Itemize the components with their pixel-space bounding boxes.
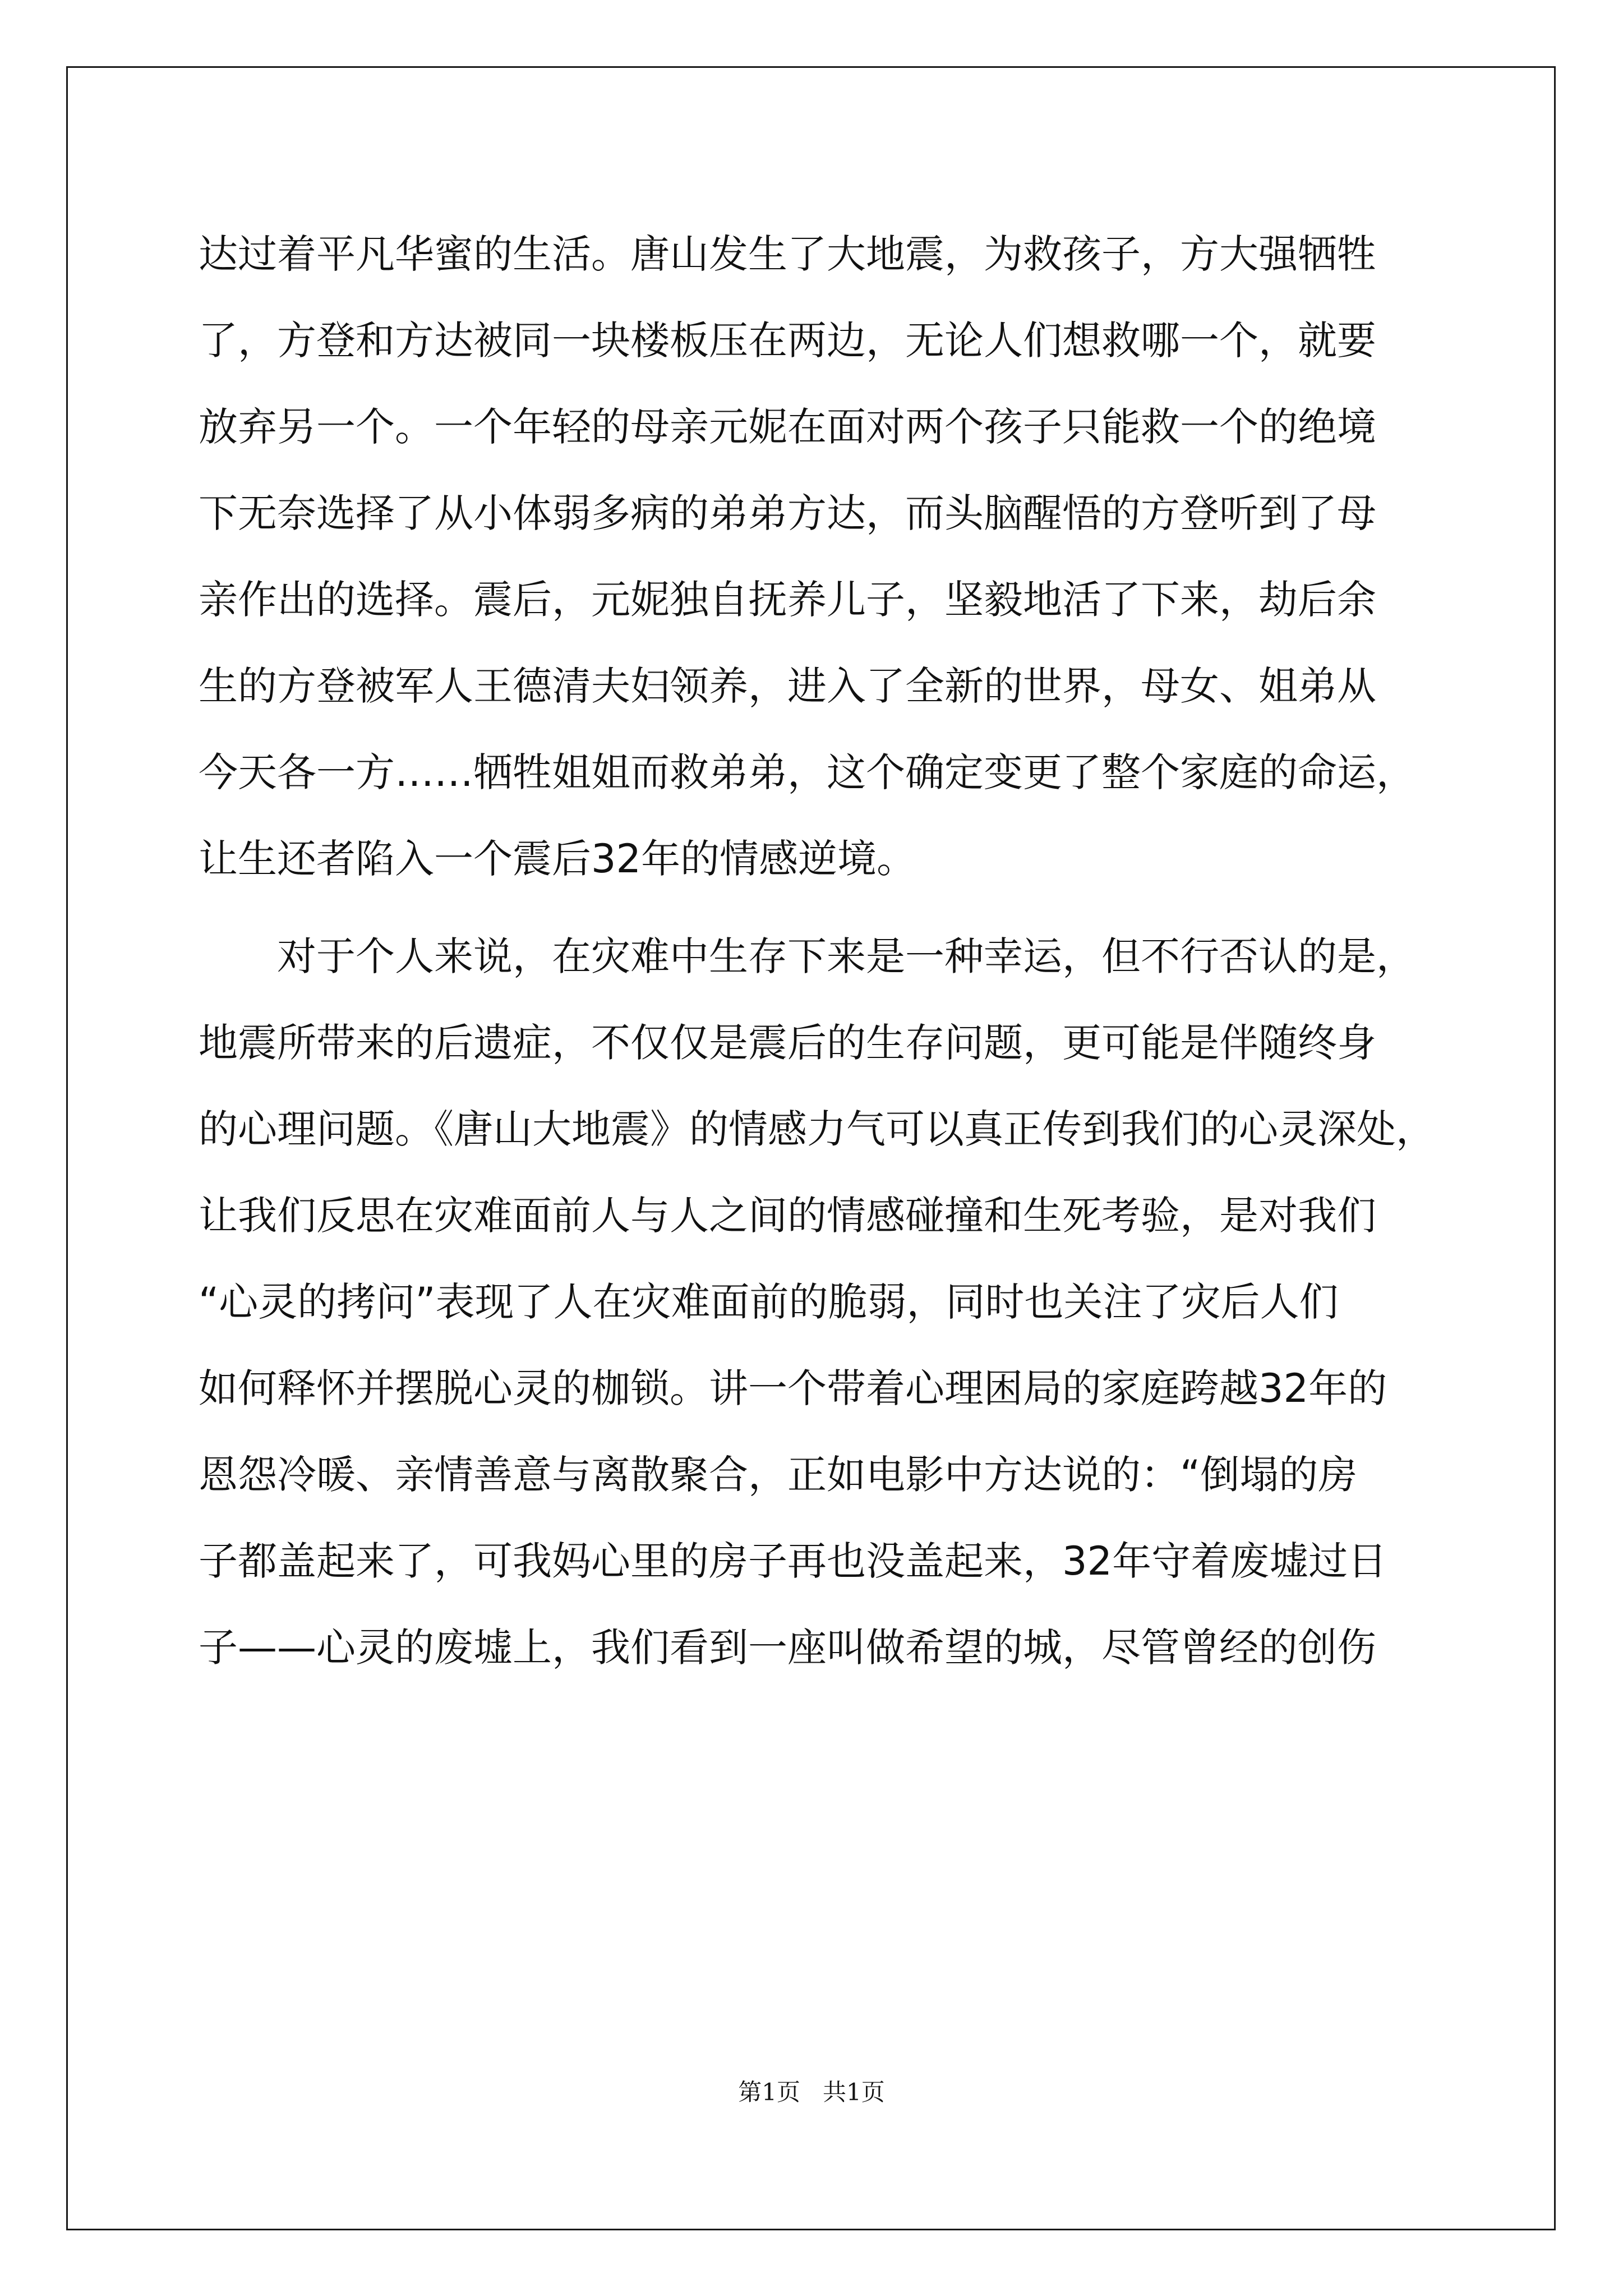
text-line: “心灵的拷问”表现了人在灾难面前的脆弱，同时也关注了灾后人们 bbox=[199, 1279, 1339, 1325]
text-line: 达过着平凡华蜜的生活。唐山发生了大地震，为救孩子，方大强牺牲 bbox=[199, 231, 1376, 277]
text-line: 亲作出的选择。震后，元妮独自抚养儿子，坚毅地活了下来，劫后余 bbox=[199, 577, 1376, 623]
text-line: 生的方登被军人王德清夫妇领养，进入了全新的世界，母女、姐弟从 bbox=[199, 663, 1376, 709]
text-line: 今天各一方……牺牲姐姐而救弟弟，这个确定变更了整个家庭的命运， bbox=[199, 749, 1415, 795]
paragraph-1 bbox=[199, 211, 1432, 902]
text-line: 子——心灵的废墟上，我们看到一座叫做希望的城，尽管曾经的创伤 bbox=[199, 1625, 1376, 1671]
text-line: 下无奈选择了从小体弱多病的弟弟方达，而头脑醒悟的方登听到了母 bbox=[199, 490, 1376, 536]
text-line: 地震所带来的后遗症，不仅仅是震后的生存问题，更可能是伴随终身 bbox=[199, 1020, 1376, 1066]
text-line: 了，方登和方达被同一块楼板压在两边，无论人们想救哪一个，就要 bbox=[199, 318, 1376, 364]
text-line: 恩怨冷暖、亲情善意与离散聚合，正如电影中方达说的：“倒塌的房 bbox=[199, 1452, 1358, 1498]
text-line: 子都盖起来了，可我妈心里的房子再也没盖起来，32年守着废墟过日 bbox=[199, 1538, 1387, 1584]
paragraph-2 bbox=[199, 913, 1435, 1691]
text-line-indented: 对于个人来说，在灾难中生存下来是一种幸运，但不行否认的是， bbox=[277, 933, 1415, 979]
text-line: 如何释怀并摆脱心灵的枷锁。讲一个带着心理困局的家庭跨越32年的 bbox=[199, 1365, 1387, 1411]
text-line: 放弃另一个。一个年轻的母亲元妮在面对两个孩子只能救一个的绝境 bbox=[199, 404, 1376, 450]
text-line: 的心理问题。《唐山大地震》的情感力气可以真正传到我们的心灵深处， bbox=[199, 1106, 1435, 1152]
page-footer: 第1页 共1页 bbox=[738, 2078, 885, 2106]
text-line: 让生还者陷入一个震后32年的情感逆境。 bbox=[199, 836, 916, 882]
document-body bbox=[199, 211, 1435, 1691]
text-line: 让我们反思在灾难面前人与人之间的情感碰撞和生死考验，是对我们 bbox=[199, 1193, 1376, 1239]
paragraph-gap bbox=[199, 902, 1432, 913]
